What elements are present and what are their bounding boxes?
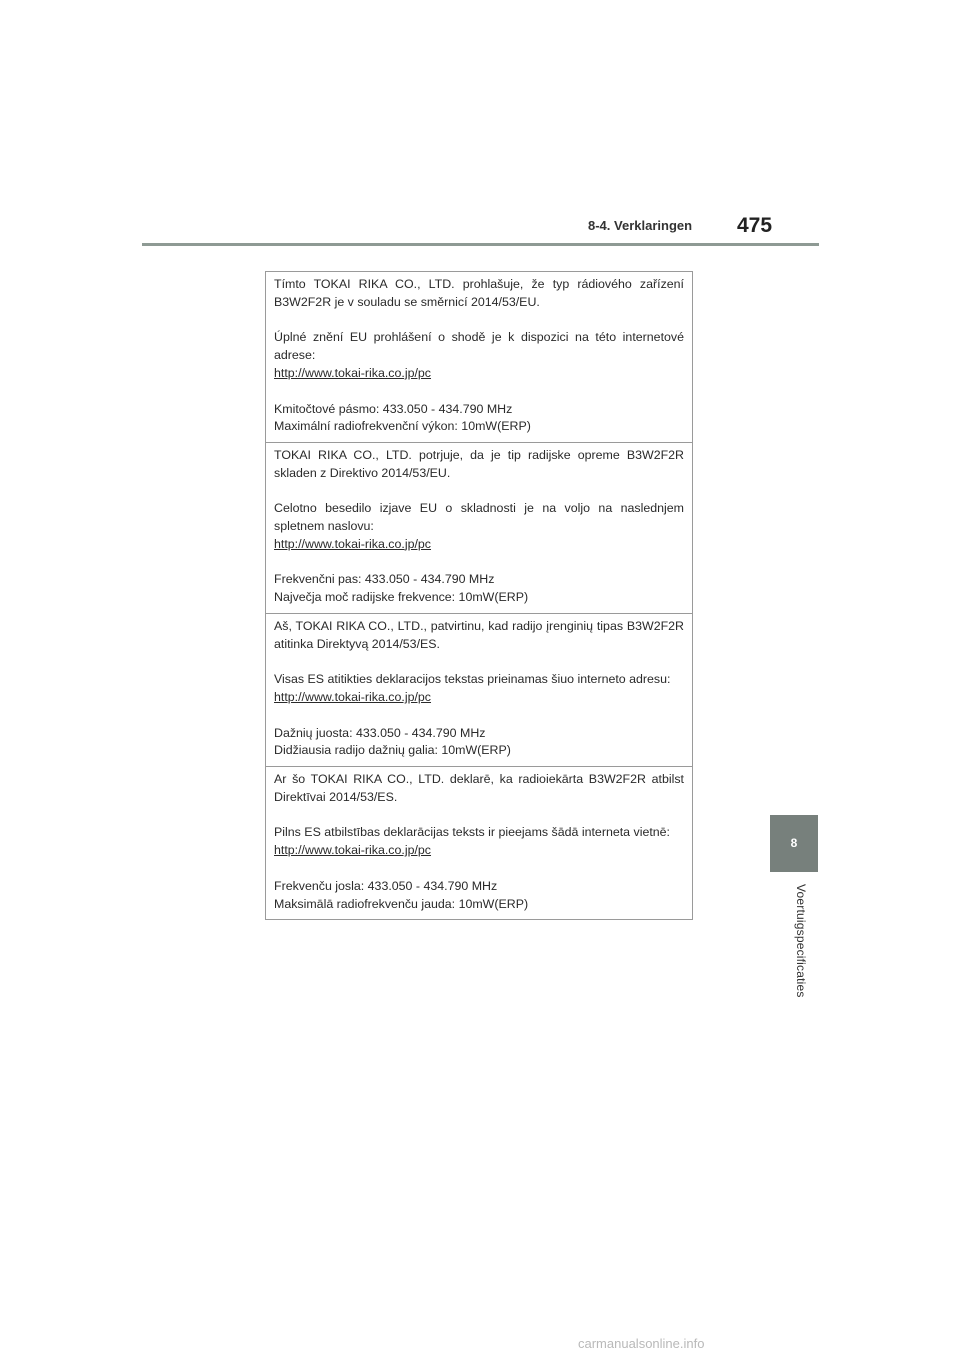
header-divider: [142, 243, 819, 246]
frequency-band: Dažnių juosta: 433.050 - 434.790 MHz: [274, 725, 486, 740]
declaration-statement: Aš, TOKAI RIKA CO., LTD., patvirtinu, kad radijo įrenginių tipas B3W2F2R atitinka Direktyvą 2014/53/ES.: [274, 618, 684, 651]
max-power: Maximální radiofrekvenční výkon: 10mW(ERP): [274, 419, 531, 434]
declaration-block-lv: [266, 767, 692, 919]
section-title: 8-4. Verklaringen: [588, 218, 693, 233]
declaration-block-sl: [266, 443, 692, 614]
max-power: Didžiausia radijo dažnių galia: 10mW(ERP): [274, 743, 511, 758]
declaration-statement: Tímto TOKAI RIKA CO., LTD. prohlašuje, že typ rádiového zařízení B3W2F2R je v souladu se směrnicí 2014/53/EU.: [274, 277, 684, 309]
declaration-table: [265, 271, 693, 920]
frequency-band: Frekvenču josla: 433.050 - 434.790 MHz: [274, 878, 498, 893]
frequency-band: Frekvenčni pas: 433.050 - 434.790 MHz: [274, 572, 495, 587]
declaration-full-text: Úplné znění EU prohlášení o shodě je k dispozici na této internetové adrese:: [274, 330, 684, 363]
declaration-url-link[interactable]: http://www.tokai-rika.co.jp/pc: [274, 536, 432, 551]
declaration-block-lt: [266, 614, 692, 767]
chapter-tab: 8: [770, 815, 818, 872]
max-power: Maksimālā radiofrekvenču jauda: 10mW(ERP): [274, 896, 529, 911]
frequency-band: Kmitočtové pásmo: 433.050 - 434.790 MHz: [274, 401, 513, 416]
declaration-url-link[interactable]: http://www.tokai-rika.co.jp/pc: [274, 689, 432, 704]
chapter-label: Voertuigspecificaties: [794, 884, 808, 998]
declaration-url-link[interactable]: http://www.tokai-rika.co.jp/pc: [274, 843, 432, 858]
declaration-full-text: Visas ES atitikties deklaracijos tekstas prieinamas šiuo interneto adresu:: [274, 672, 671, 687]
declaration-statement: TOKAI RIKA CO., LTD. potrjuje, da je tip radijske opreme B3W2F2R skladen z Direktivo 2014/53/EU.: [274, 447, 684, 480]
declaration-block-cs: [266, 272, 692, 443]
max-power: Največja moč radijske frekvence: 10mW(ERP): [274, 590, 529, 605]
declaration-full-text: Pilns ES atbilstības deklarācijas teksts ir pieejams šādā interneta vietnē:: [274, 825, 671, 840]
declaration-statement: Ar šo TOKAI RIKA CO., LTD. deklarē, ka radioiekārta B3W2F2R atbilst Direktīvai 2014/53/ES.: [274, 772, 684, 804]
declaration-url-link[interactable]: http://www.tokai-rika.co.jp/pc: [274, 365, 432, 380]
page-number: 475: [737, 214, 773, 237]
watermark-text: carmanualsonline.info: [578, 1336, 705, 1351]
declaration-full-text: Celotno besedilo izjave EU o skladnosti je na voljo na naslednjem spletnem naslovu:: [274, 501, 684, 534]
